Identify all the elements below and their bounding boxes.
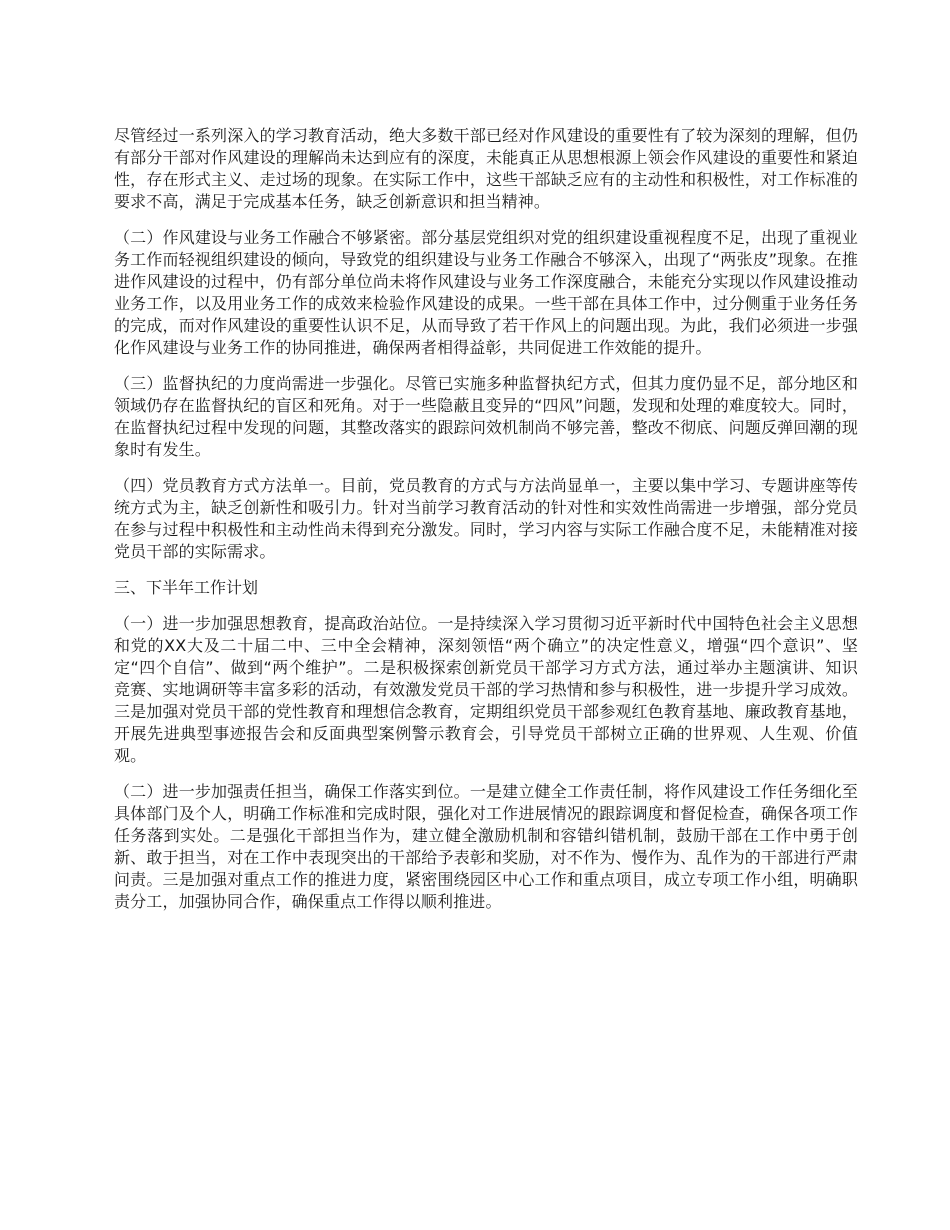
plan-paragraph-responsibility: （二）进一步加强责任担当，确保工作落实到位。一是建立健全工作责任制，将作风建设工作任务细化至具体部门及个人，明确工作标准和完成时限，强化对工作进展情况的跟踪调度和督促检查，确保各项工作任务落到实处。二是强化干部担当作为，建立健全激励机制和容错纠错机制，鼓励干部在工作中勇于创新、敢于担当，对在工作中表现突出的干部给予表彰和奖励，对不作为、慢作为、乱作为的干部进行严肃问责。三是加强对重点工作的推进力度，紧密围绕园区中心工作和重点项目，成立专项工作小组，明确职责分工，加强协同合作，确保重点工作得以顺利推进。 <box>114 782 858 911</box>
plan-paragraph-ideology: （一）进一步加强思想教育，提高政治站位。一是持续深入学习贯彻习近平新时代中国特色社会主义思想和党的XX大及二十届二中、三中全会精神，深刻领悟“两个确立”的决定性意义，增强“四个意识”、坚定“四个自信”、做到“两个维护”。二是积极探索创新党员干部学习方式方法，通过举办主题演讲、知识竞赛、实地调研等丰富多彩的活动，有效激发党员干部的学习热情和参与积极性，进一步提升学习成效。三是加强对党员干部的党性教育和理想信念教育，定期组织党员干部参观红色教育基地、廉政教育基地，开展先进典型事迹报告会和反面典型案例警示教育会，引导党员干部树立正确的世界观、人生观、价值观。 <box>114 614 858 765</box>
paragraph-education-methods: （四）党员教育方式方法单一。目前，党员教育的方式与方法尚显单一，主要以集中学习、专题讲座等传统方式为主，缺乏创新性和吸引力。针对当前学习教育活动的针对性和实效性尚需进一步增强，部分党员在参与过程中积极性和主动性尚未得到充分激发。同时，学习内容与实际工作融合度不足，未能精准对接党员干部的实际需求。 <box>114 476 858 561</box>
paragraph-awareness: 尽管经过一系列深入的学习教育活动，绝大多数干部已经对作风建设的重要性有了较为深刻的理解，但仍有部分干部对作风建设的理解尚未达到应有的深度，未能真正从思想根源上领会作风建设的重要性和紧迫性，存在形式主义、走过场的现象。在实际工作中，这些干部缺乏应有的主动性和积极性，对工作标准的要求不高，满足于完成基本任务，缺乏创新意识和担当精神。 <box>114 126 858 211</box>
paragraph-supervision: （三）监督执纪的力度尚需进一步强化。尽管已实施多种监督执纪方式，但其力度仍显不足，部分地区和领域仍存在监督执纪的盲区和死角。对于一些隐蔽且变异的“四风”问题，发现和处理的难度较大。同时，在监督执纪过程中发现的问题，其整改落实的跟踪问效机制尚不够完善，整改不彻底、问题反弹回潮的现象时有发生。 <box>114 374 858 459</box>
paragraph-integration: （二）作风建设与业务工作融合不够紧密。部分基层党组织对党的组织建设重视程度不足，出现了重视业务工作而轻视组织建设的倾向，导致党的组织建设与业务工作融合不够深入，出现了“两张皮”现象。在推进作风建设的过程中，仍有部分单位尚未将作风建设与业务工作深度融合，未能充分实现以作风建设推动业务工作，以及用业务工作的成效来检验作风建设的成果。一些干部在具体工作中，过分侧重于业务任务的完成，而对作风建设的重要性认识不足，从而导致了若干作风上的问题出现。为此，我们必须进一步强化作风建设与业务工作的协同推进，确保两者相得益彰，共同促进工作效能的提升。 <box>114 228 858 357</box>
section-heading: 三、下半年工作计划 <box>114 578 259 597</box>
